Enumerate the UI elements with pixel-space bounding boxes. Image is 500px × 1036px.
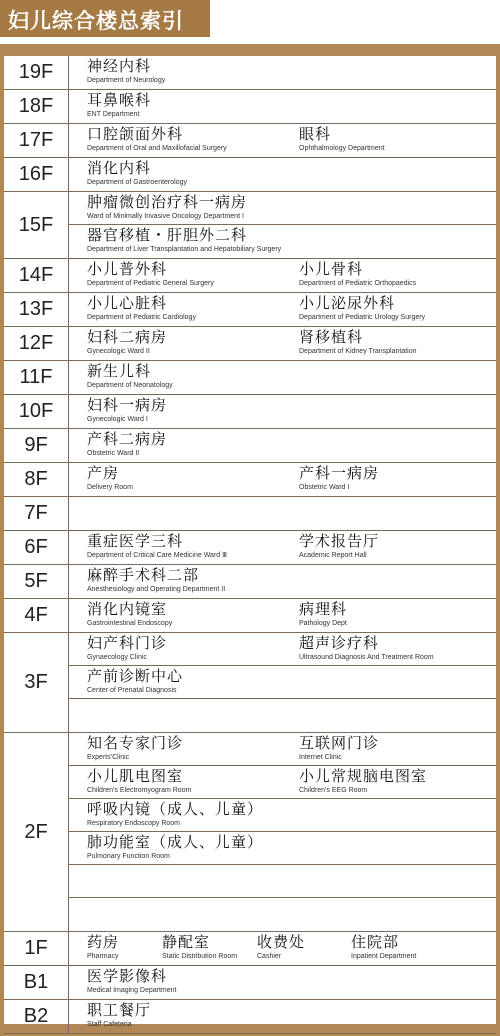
floor-label: 12F [4,327,69,360]
department-name-en: Department of Oral and Maxillofacial Surgery [87,145,227,152]
floor-label: 13F [4,293,69,326]
department-line [69,832,496,865]
department-name-en: Department of Liver Transplantation and Hepatobiliary Surgery [87,246,282,253]
department-entry [87,328,167,356]
department-name-en: Respiratory Endoscopy Room [87,820,180,827]
department-name-en: Department of Pediatric General Surgery [87,280,214,287]
department-name-zh: 产科二病房 [87,430,168,448]
department-name-en: Medical Imaging Department [87,987,177,994]
floor-row [4,327,496,361]
department-line [69,1000,496,1033]
department-name-zh: 小儿普外科 [87,260,168,278]
department-name-zh: 静配室 [162,933,211,951]
floor-row [4,1000,496,1034]
floor-row [4,259,496,293]
department-name-zh: 病理科 [299,600,348,618]
department-name-zh: 学术报告厅 [299,532,380,550]
department-entry [87,464,133,492]
department-name-zh: 神经内科 [87,57,152,75]
department-entry [87,967,177,995]
department-name-en: Pulmonary Function Room [87,853,170,860]
department-line [69,799,496,832]
floor-row [4,56,496,90]
department-line [69,463,496,496]
department-entry [87,833,263,861]
department-line [69,497,496,530]
department-entry [87,159,187,187]
department-line [69,666,496,699]
floor-row [4,192,496,259]
department-name-en: Department of Pediatric Urology Surgery [299,314,426,321]
department-entry [87,933,119,961]
department-name-en: Delivery Room [87,484,133,491]
department-name-en: Department of Critical Care Medicine Ward Ⅲ [87,552,227,559]
department-name-zh: 肿瘤微创治疗科一病房 [87,193,248,211]
floor-directory [4,56,496,1028]
department-entry [351,933,416,961]
floor-row [4,90,496,124]
department-name-zh: 肾移植科 [299,328,364,346]
department-name-en: Internet Clinic [299,754,342,761]
floor-label: 17F [4,124,69,157]
floor-row [4,293,496,327]
department-name-zh: 互联网门诊 [299,734,380,752]
department-name-en: ENT Department [87,111,140,118]
department-name-en: Department of Pediatric Cardiology [87,314,196,321]
floor-row [4,361,496,395]
department-entry [87,193,247,221]
floor-label: 16F [4,158,69,191]
department-entry [87,125,227,153]
department-name-en: Inpatient Department [351,953,417,960]
department-name-en: Gastrointestinal Endoscopy [87,620,173,627]
floor-row [4,463,496,497]
floor-label: 9F [4,429,69,462]
department-name-zh: 小儿泌尿外科 [299,294,396,312]
department-name-zh: 医学影像科 [87,967,168,985]
department-name-zh: 消化内科 [87,159,152,177]
department-entry [87,566,225,594]
department-entry [87,667,183,695]
department-entry [87,532,227,560]
department-line [69,699,496,732]
floor-label: 10F [4,395,69,428]
floor-row [4,966,496,1000]
department-name-zh: 口腔颌面外科 [87,125,184,143]
department-line [69,259,496,292]
department-entry [87,294,196,322]
department-line [69,932,496,965]
department-name-zh: 小儿心脏科 [87,294,168,312]
floor-row [4,633,496,733]
floor-label: B2 [4,1000,69,1033]
department-name-zh: 收费处 [257,933,306,951]
department-name-en: Department of Neurology [87,77,166,84]
department-name-en: Center of Prenatal Diagnosis [87,687,177,694]
page-title: 妇儿综合楼总索引 [8,9,184,33]
department-name-zh: 知名专家门诊 [87,734,184,752]
department-entry [299,634,434,662]
department-name-en: Obstetric Ward II [87,450,140,457]
floor-row [4,565,496,599]
floor-label: B1 [4,966,69,999]
floor-row [4,429,496,463]
department-name-zh: 职工餐厅 [87,1001,152,1019]
department-name-zh: 小儿肌电图室 [87,767,184,785]
department-name-en: Children's EEG Room [299,787,368,794]
department-entry [87,91,151,119]
header-banner [0,0,210,37]
department-name-zh: 重症医学三科 [87,532,184,550]
floor-label: 11F [4,361,69,394]
floor-label: 5F [4,565,69,598]
department-entry [299,600,347,628]
department-name-en: Gynaecology Clinic [87,654,147,661]
floor-row [4,497,496,531]
department-entry [87,226,281,254]
department-entry [299,734,379,762]
department-name-zh: 呼吸内镜（成人、儿童） [87,800,264,818]
department-entry [299,464,379,492]
department-name-en: Department of Pediatric Orthopaedics [299,280,417,287]
department-name-zh: 眼科 [299,125,332,143]
department-name-en: Experts'Clinic [87,754,130,761]
floor-row [4,531,496,565]
department-name-en: Department of Neonatology [87,382,173,389]
department-entry [87,396,167,424]
department-entry [87,260,214,288]
department-entry [87,767,191,795]
department-name-zh: 新生儿科 [87,362,152,380]
department-name-zh: 耳鼻喉科 [87,91,152,109]
department-line [69,966,496,999]
department-line [69,56,496,89]
department-line [69,565,496,598]
floor-label: 7F [4,497,69,530]
floor-label: 14F [4,259,69,292]
department-line [69,293,496,326]
department-line [69,633,496,666]
department-entry [299,125,385,153]
department-name-zh: 妇科二病房 [87,328,168,346]
department-name-zh: 住院部 [351,933,400,951]
department-entry [87,430,167,458]
department-name-zh: 消化内镜室 [87,600,168,618]
department-line [69,395,496,428]
department-entry [299,328,417,356]
department-name-zh: 小儿常规脑电图室 [299,767,428,785]
floor-label: 18F [4,90,69,123]
floor-row [4,158,496,192]
department-name-en: Children's Electromyogram Room [87,787,192,794]
department-name-en: Ultrasound Diagnosis And Treatment Room [299,654,434,661]
floor-row [4,733,496,932]
department-name-en: Staff Cafeteria [87,1021,132,1028]
department-entry [162,933,237,961]
department-line [69,865,496,898]
department-name-zh: 产房 [87,464,120,482]
department-entry [87,634,167,662]
department-line [69,733,496,766]
department-entry [299,294,425,322]
department-line [69,766,496,799]
department-name-zh: 肺功能室（成人、儿童） [87,833,264,851]
department-name-en: Ward of Minimally Invasive Oncology Department I [87,213,244,220]
department-name-zh: 药房 [87,933,120,951]
department-line [69,599,496,632]
department-line [69,192,496,225]
department-line [69,327,496,360]
department-line [69,124,496,157]
department-line [69,531,496,564]
department-entry [87,600,172,628]
department-line [69,90,496,123]
floor-label: 6F [4,531,69,564]
department-name-zh: 产科一病房 [299,464,380,482]
floor-row [4,599,496,633]
department-line [69,225,496,258]
department-name-en: Department of Kidney Transplantation [299,348,417,355]
department-name-en: Pharmacy [87,953,119,960]
department-name-en: Anesthesiology and Operating Department II [87,586,226,593]
department-name-en: Obstetric Ward I [299,484,350,491]
department-name-en: Cashier [257,953,282,960]
floor-row [4,124,496,158]
floor-label: 3F [4,633,69,732]
department-name-en: Academic Report Hall [299,552,367,559]
department-line [69,361,496,394]
department-name-zh: 超声诊疗科 [299,634,380,652]
department-name-en: Static Distribution Room [162,953,238,960]
floor-label: 1F [4,932,69,965]
department-name-zh: 器官移植・肝胆外二科 [87,226,248,244]
department-name-en: Ophthalmology Department [299,145,385,152]
floor-row [4,395,496,429]
department-name-en: Department of Gastroenterology [87,179,187,186]
department-name-en: Gynecologic Ward II [87,348,150,355]
floor-label: 8F [4,463,69,496]
floor-label: 2F [4,733,69,931]
department-name-zh: 小儿骨科 [299,260,364,278]
department-entry [299,260,416,288]
floor-label: 15F [4,192,69,258]
department-name-zh: 麻醉手术科二部 [87,566,200,584]
department-name-zh: 妇产科门诊 [87,634,168,652]
department-entry [299,532,379,560]
department-name-zh: 妇科一病房 [87,396,168,414]
department-line [69,158,496,191]
department-entry [299,767,427,795]
department-name-en: Gynecologic Ward I [87,416,148,423]
department-entry [87,362,173,390]
department-line [69,429,496,462]
department-entry [87,800,263,828]
department-name-zh: 产前诊断中心 [87,667,184,685]
department-name-en: Pathology Dept [299,620,347,627]
department-entry [87,734,183,762]
department-entry [87,57,165,85]
department-entry [257,933,305,961]
directory-board [0,44,500,1036]
floor-row [4,932,496,966]
floor-label: 4F [4,599,69,632]
floor-label: 19F [4,56,69,89]
department-line [69,898,496,931]
department-entry [87,1001,151,1029]
